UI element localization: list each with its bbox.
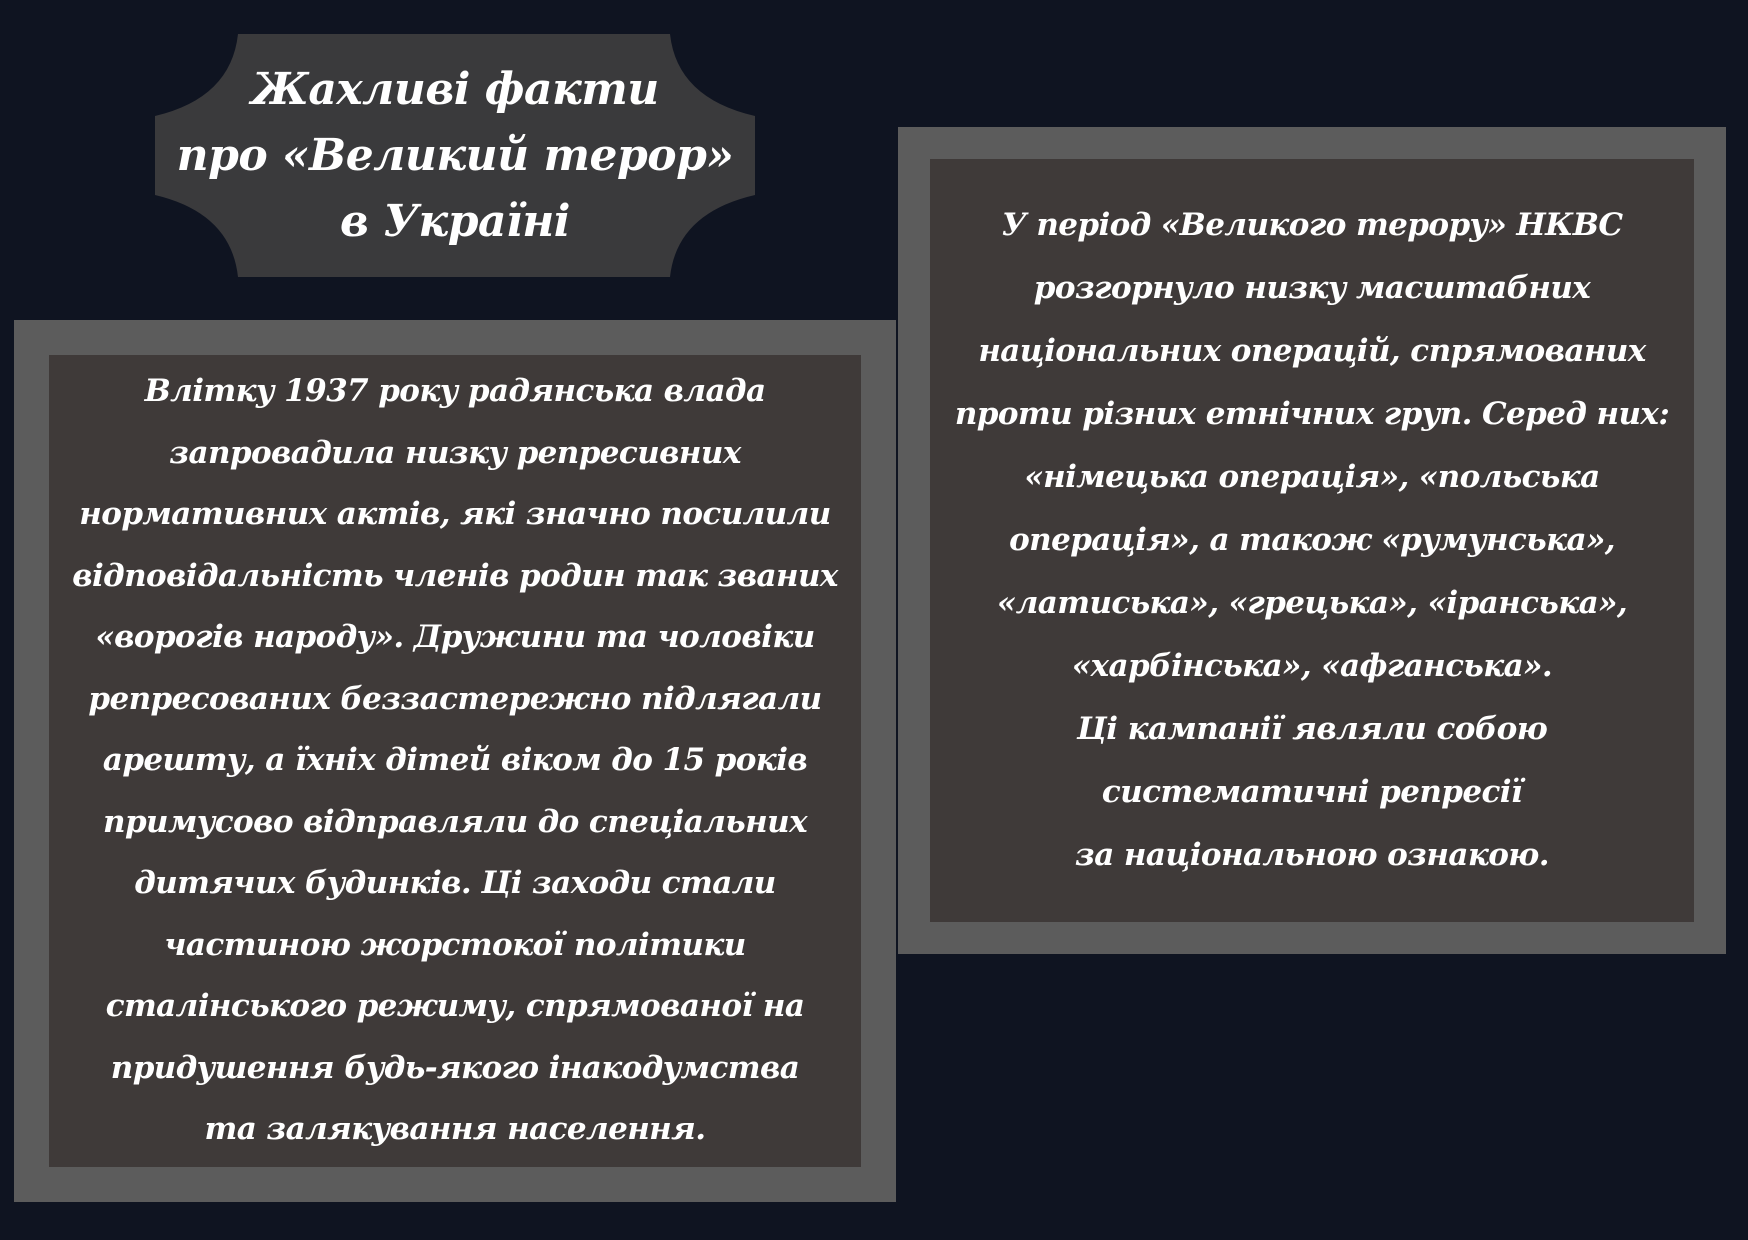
right-fact-text: У період «Великого терору» НКВС розгорнуло низку масштабних національних операцій, спрямованих проти різних етнічних груп. Серед них: «німецька операція», «польська операція», а також «румунська», «латиська», «грецька», «іранська», «харбінська», «афганська». Ці кампанії являли собою систематичні репресії за національною ознакою. xyxy=(954,207,1670,873)
right-fact-card xyxy=(898,127,1726,954)
title-line-3: в Україні xyxy=(340,195,570,247)
title-line-2: про «Великий терор» xyxy=(176,129,734,181)
title-plaque xyxy=(155,34,755,277)
page-title xyxy=(155,34,755,277)
title-line-1: Жахливі факти xyxy=(251,63,659,115)
left-fact-text: Влітку 1937 року радянська влада запровадила низку репресивних нормативних актів, які значно посилили відповідальність членів родин так званих «ворогів народу». Дружини та чоловіки репресованих беззастережно підлягали арешту, а їхніх дітей віком до 15 років примусово відправляли до спеціальних дитячих будинків. Ці заходи стали частиною жорстокої політики сталінського режиму, спрямованої на придушення будь-якого інакодумства та залякування населення. xyxy=(72,373,838,1148)
left-fact-card xyxy=(14,320,896,1202)
left-fact-card-body xyxy=(49,355,861,1167)
right-fact-card-body xyxy=(930,159,1694,922)
